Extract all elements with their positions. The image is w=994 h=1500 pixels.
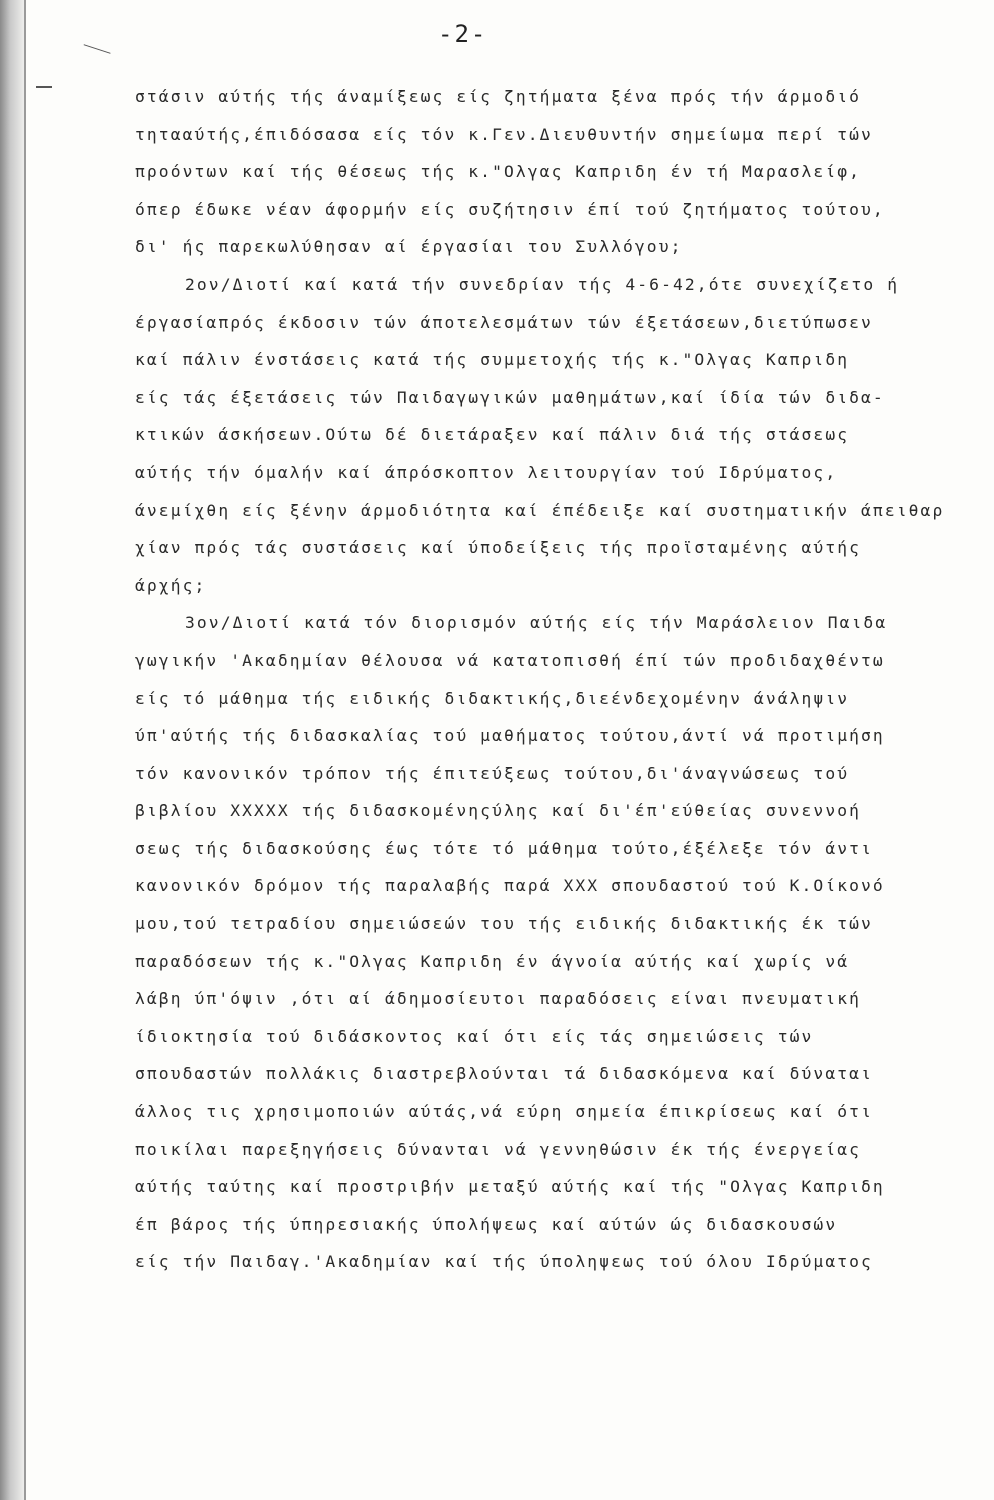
- text-line: γωγικήν 'Ακαδημίαν θέλουσα νά κατατοπισθή έπί τών προδιδαχθέντω: [135, 650, 885, 670]
- text-line: μου,τού τετραδίου σημειώσεών του τής ειδικής διδακτικής έκ τών: [135, 914, 873, 934]
- text-line: άρχής;: [135, 575, 207, 595]
- text-line: 3ον/Διοτί κατά τόν διορισμόν αύτής είς τήν Μαράσλειον Παιδα: [185, 613, 888, 633]
- page-number: -2-: [438, 20, 488, 48]
- text-line: σεως τής διδασκούσης έως τότε τό μάθημα τούτο,έξέλεξε τόν άντι: [135, 838, 873, 858]
- text-line: δι' ής παρεκωλύθησαν αί έργασίαι του Συλλόγου;: [135, 237, 683, 257]
- text-line: τόν κανονικόν τρόπον τής έπιτεύξεως τούτου,δι'άναγνώσεως τού: [135, 763, 850, 783]
- text-line: αύτής τήν όμαλήν καί άπρόσκοπτον λειτουργίαν τού Ιδρύματος,: [135, 462, 838, 482]
- text-line: όπερ έδωκε νέαν άφορμήν είς συζήτησιν έπί τού ζητήματος τούτου,: [135, 199, 885, 219]
- text-line: προόντων καί τής θέσεως τής κ."Ολγας Καπριδη έν τή Μαρασλείφ,: [135, 162, 862, 182]
- text-line: ποικίλαι παρεξηγήσεις δύνανται νά γεννηθώσιν έκ τής ένεργείας: [135, 1139, 862, 1159]
- text-line: σπουδαστών πολλάκις διαστρεβλούνται τά διδασκόμενα καί δύναται: [135, 1064, 873, 1084]
- text-line: έργασίαπρός έκδοσιν τών άποτελεσμάτων τών έξετάσεων,διετύπωσεν: [135, 312, 873, 332]
- text-line: είς τήν Παιδαγ.'Ακαδημίαν καί τής ύποληψεως τού όλου Ιδρύματος: [135, 1252, 873, 1272]
- text-line: τητααύτής,έπιδόσασα είς τόν κ.Γεν.Διευθυντήν σημείωμα περί τών: [135, 124, 873, 144]
- text-line: άνεμίχθη είς ξένην άρμοδιότητα καί έπέδειξε καί συστηματικήν άπειθαρ: [135, 500, 945, 520]
- text-line: λάβη ύπ'όψιν ,ότι αί άδημοσίευτοι παραδόσεις είναι πνευματική: [135, 989, 862, 1009]
- typed-body-text: [135, 78, 975, 1281]
- scan-edge-line: [24, 0, 26, 1500]
- text-line: ίδιοκτησία τού διδάσκοντος καί ότι είς τάς σημειώσεις τών: [135, 1026, 814, 1046]
- text-line: ύπ'αύτής τής διδασκαλίας τού μαθήματος τούτου,άντί νά προτιμήση: [135, 726, 885, 746]
- text-line: είς τό μάθημα τής ειδικής διδακτικής,διεένδεχομένην άνάληψιν: [135, 688, 850, 708]
- text-line: κτικών άσκήσεων.Ούτω δέ διετάραξεν καί πάλιν διά τής στάσεως: [135, 425, 850, 445]
- text-line: είς τάς έξετάσεις τών Παιδαγωγικών μαθημάτων,καί ίδία τών διδα-: [135, 387, 885, 407]
- margin-dash-mark: [36, 86, 52, 88]
- text-line: αύτής ταύτης καί προστριβήν μεταξύ αύτής καί τής "Ολγας Καπριδη: [135, 1177, 885, 1197]
- text-line: στάσιν αύτής τής άναμίξεως είς ζητήματα ξένα πρός τήν άρμοδιό: [135, 87, 862, 106]
- text-line: άλλος τις χρησιμοποιών αύτάς,νά εύρη σημεία έπικρίσεως καί ότι: [135, 1102, 873, 1122]
- text-line: βιβλίου ΧΧΧΧΧ τής διδασκομένηςύλης καί δι'έπ'εύθείας συνεννοή: [135, 801, 862, 821]
- text-line: κανονικόν δρόμον τής παραλαβής παρά ΧΧΧ σπουδαστού τού Κ.Οίκονό: [135, 876, 885, 896]
- text-line: έπ βάρος τής ύπηρεσιακής ύπολήψεως καί αύτών ώς διδασκουσών: [135, 1214, 838, 1234]
- text-line: παραδόσεων τής κ."Ολγας Καπριδη έν άγνοία αύτής καί χωρίς νά: [135, 951, 850, 971]
- text-line: χίαν πρός τάς συστάσεις καί ύποδείξεις τής προϊσταμένης αύτής: [135, 538, 862, 558]
- scan-left-edge-shadow: [0, 0, 26, 1500]
- text-line: καί πάλιν ένστάσεις κατά τής συμμετοχής τής κ."Ολγας Καπριδη: [135, 350, 850, 370]
- text-line: 2ον/Διοτί καί κατά τήν συνεδρίαν τής 4-6-42,ότε συνεχίζετο ή: [185, 274, 900, 294]
- margin-tick-mark: [77, 44, 110, 73]
